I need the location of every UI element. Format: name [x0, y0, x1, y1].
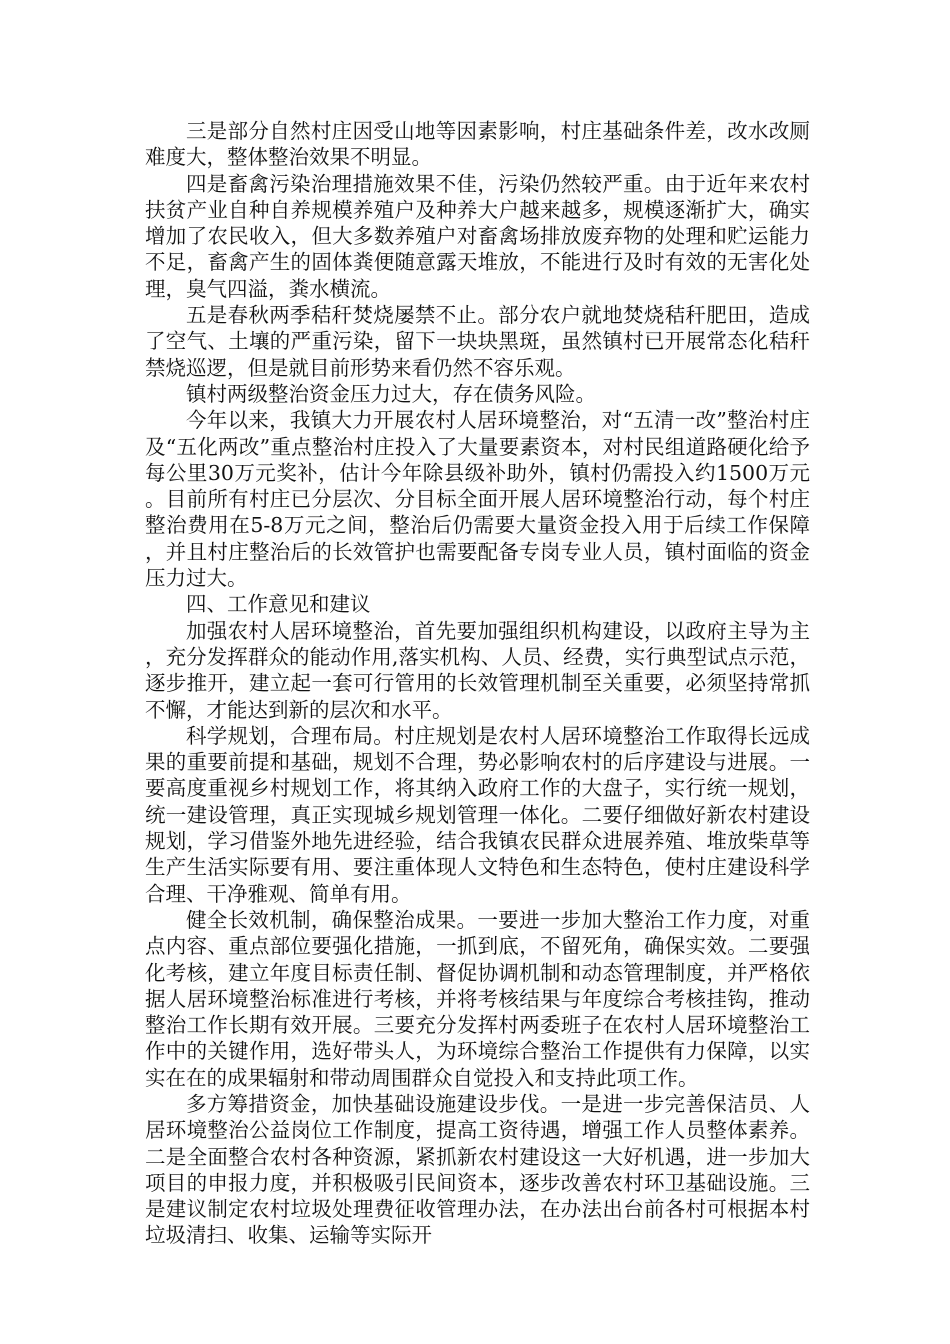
paragraph-village-conditions: 三是部分自然村庄因受山地等因素影响，村庄基础条件差，改水改厕难度大，整体整治效果不明显。: [145, 119, 810, 170]
paragraph-funding-measures: 多方筹措资金，加快基础设施建设步伐。一是进一步完善保洁员、人居环境整治公益岗位工作制度，提高工资待遇，增强工作人员整体素养。二是全面整合农村各种资源，紧抓新农村建设这一大好机遇，进一步加大项目的申报力度，并积极吸引民间资本，逐步改善农村环卫基础设施。三是建议制定农村垃圾处理费征收管理办法，在办法出台前各村可根据本村垃圾清扫、收集、运输等实际开: [145, 1091, 810, 1248]
section-heading-suggestions: 四、工作意见和建议: [186, 592, 371, 617]
paragraph-funding-pressure: 镇村两级整治资金压力过大，存在债务风险。: [186, 381, 596, 406]
paragraph-organization: 加强农村人居环境整治，首先要加强组织机构建设，以政府主导为主，充分发挥群众的能动作用,落实机构、人员、经费，实行典型试点示范，逐步推开，建立起一套可行管用的长效管理机制至关重要，必须坚持常抓不懈，才能达到新的层次和水平。: [145, 618, 810, 722]
paragraph-long-term-mechanism: 健全长效机制，确保整治成果。一要进一步加大整治工作力度，对重点内容、重点部位要强化措施，一抓到底，不留死角，确保实效。二要强化考核，建立年度目标责任制、督促协调机制和动态管理制度，并严格依据人居环境整治标准进行考核，并将考核结果与年度综合考核挂钩，推动整治工作长期有效开展。三要充分发挥村两委班子在农村人居环境整治工作中的关键作用，选好带头人，为环境综合整治工作提供有力保障，以实实在在的成果辐射和带动周围群众自觉投入和支持此项工作。: [145, 907, 810, 1090]
document-body: [145, 118, 810, 1249]
paragraph-straw-burning: 五是春秋两季秸秆焚烧屡禁不止。部分农户就地焚烧秸秆肥田，造成了空气、土壤的严重污染，留下一块块黑斑，虽然镇村已开展常态化秸秆禁烧巡逻，但是就目前形势来看仍然不容乐观。: [145, 303, 810, 380]
paragraph-investment-details: 今年以来，我镇大力开展农村人居环境整治，对“五清一改”整治村庄及“五化两改”重点整治村庄投入了大量要素资本，对村民组道路硬化给予每公里30万元奖补，估计今年除县级补助外，镇村仍需投入约1500万元。目前所有村庄已分层次、分目标全面开展人居环境整治行动，每个村庄整治费用在5-8万元之间，整治后仍需要大量资金投入用于后续工作保障，并且村庄整治后的长效管护也需要配备专岗专业人员，镇村面临的资金压力过大。: [145, 408, 810, 591]
paragraph-livestock-pollution: 四是畜禽污染治理措施效果不佳，污染仍然较严重。由于近年来农村扶贫产业自种自养规模养殖户及种养大户越来越多，规模逐渐扩大，确实增加了农民收入，但大多数养殖户对畜禽场排放废弃物的处理和贮运能力不足，畜禽产生的固体粪便随意露天堆放，不能进行及时有效的无害化处理，臭气四溢，粪水横流。: [145, 171, 810, 301]
paragraph-planning: 科学规划，合理布局。村庄规划是农村人居环境整治工作取得长远成果的重要前提和基础，规划不合理，势必影响农村的后序建设与进展。一要高度重视乡村规划工作，将其纳入政府工作的大盘子，实行统一规划，统一建设管理，真正实现城乡规划管理一体化。二要仔细做好新农村建设规划，学习借鉴外地先进经验，结合我镇农民群众进展养殖、堆放柴草等生产生活实际要有用、要注重体现人文特色和生态特色，使村庄建设科学合理、干净雅观、简单有用。: [145, 723, 810, 906]
